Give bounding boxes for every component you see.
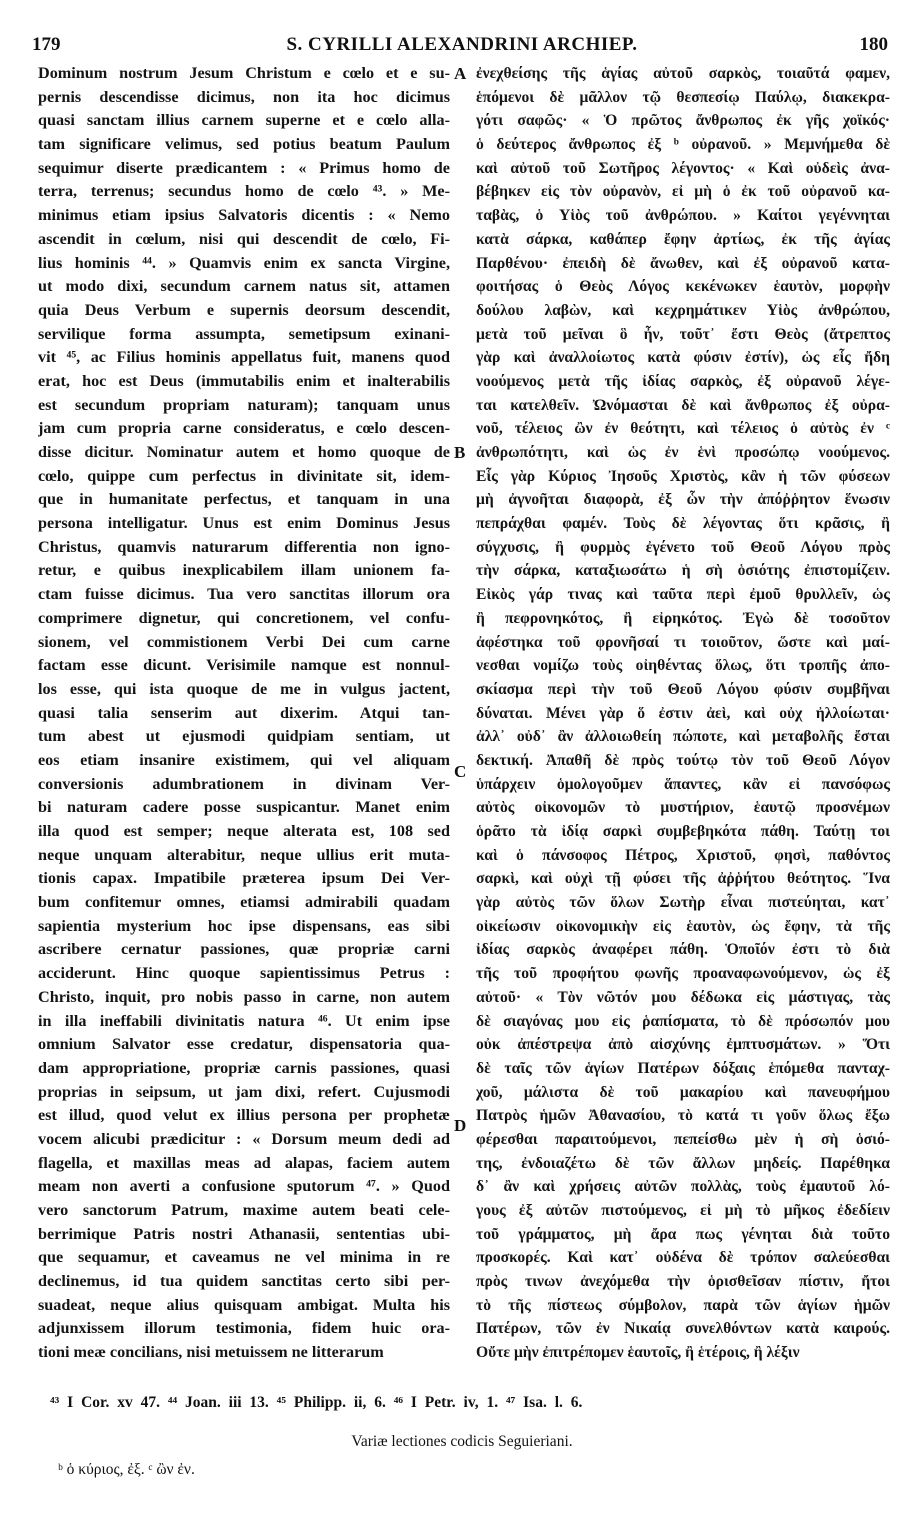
greek-text-line: δὲ ταῖς τῶν ἁγίων Πατέρων δόξαις ἑπόμεθα πανταχ-	[476, 1059, 890, 1077]
latin-text-line: que sequamur, et caveamus ne vel minima in re	[38, 1248, 450, 1267]
variae-lectiones-heading: Variæ lectiones codicis Seguieriani.	[351, 1433, 573, 1450]
latin-text-line: vero sanctorum Patrum, maxime autem beati cele-	[38, 1201, 450, 1219]
latin-text-line: comprimere dignetur, qui concretionem, vel confu-	[38, 608, 450, 627]
latin-text-line: ut modo dixi, secundum carnem natus sit, attamen	[38, 277, 450, 296]
greek-text-line: κατὰ σάρκα, καθάπερ ἔφην ἀρτίως, ἐκ τῆς ἁγίας	[476, 230, 890, 248]
greek-text-line: φέρεσθαι παραιτούμενοι, πεπείσθω μὲν ἡ σὴ ὁσιό-	[476, 1130, 890, 1148]
greek-text-line: προσκορές. Καὶ κατ᾽ οὐδένα δὲ τρόπον σαλεύεσθαι	[476, 1249, 890, 1267]
latin-text-line: illa quod est semper; neque alterata est, 108 sed	[38, 822, 450, 840]
latin-text-line: neque unquam alterabitur, neque ullius erit muta-	[38, 845, 450, 864]
greek-text-line: γότι σαφῶς· « Ὁ πρῶτος ἄνθρωπος ἐκ γῆς χοϊκός·	[476, 112, 890, 130]
greek-text-line: δύναται. Μένει γὰρ ὅ ἐστιν ἀεὶ, καὶ οὐχ ἠλλοίωται·	[476, 704, 890, 722]
latin-text-line: adjunxissem illorum testimonia, fidem huic ora-	[38, 1319, 450, 1338]
greek-text-line: φοιτήσας ὁ Θεὸς Λόγος κεκένωκεν ἑαυτὸν, μορφὴν	[476, 278, 890, 296]
latin-text-line: sequimur diserte prædicantem : « Primus homo de	[38, 158, 450, 177]
greek-text-line: δεκτική. Ἀπαθῆ δὲ πρὸς τούτῳ τὸν τοῦ Θεοῦ Λόγον	[476, 751, 890, 769]
latin-text-line: est secundum propriam naturam); tanquam unus	[38, 395, 450, 414]
margin-marker-c: C	[454, 762, 467, 781]
latin-text-line: acciderunt. Hinc quoque sapientissimus Petrus :	[38, 964, 450, 983]
greek-text-line: της, ἐνδοιαζέτω δὲ τῶν ἄλλων μηδείς. Παρέθηκα	[476, 1154, 890, 1172]
greek-text-line: Οὔτε μὴν ἐπιτρέπομεν ἑαυτοῖς, ἢ ἑτέροις, ἢ λέξιν	[476, 1344, 800, 1362]
latin-text-line: sionem, vel commistionem Verbi Dei cum carne	[38, 632, 450, 651]
greek-text-line: νοῦ, τέλειος ὢν ἐν θεότητι, καὶ τέλειος ὁ αὐτὸς ἐν ᶜ	[476, 420, 890, 438]
page-number-right: 180	[859, 34, 888, 55]
latin-text-line: jam cum propria carne consideratus, e cœlo descen-	[38, 419, 450, 438]
latin-text-line: bi naturam cadere posse suspicantur. Manet enim	[38, 798, 450, 817]
greek-text-line: χοῦ, μάλιστα δὲ τοῦ μακαρίου καὶ πανευφήμου	[476, 1083, 890, 1101]
latin-text-line: cœlo, quippe cum perfectus in divinitate sit, idem-	[38, 466, 450, 485]
variant-readings: ᵇ ὁ κύριος, ἐξ. ᶜ ὢν ἐν.	[58, 1461, 195, 1478]
greek-text-line: τὴν σάρκα, καταξιωσάτω ἡ σὴ ὁσιότης ἐπιστομίζειν.	[476, 562, 890, 580]
greek-text-line: βέβηκεν εἰς τὸν οὐρανὸν, εἰ μὴ ὁ ἐκ τοῦ οὐρανοῦ κα-	[476, 183, 890, 201]
latin-text-line: est illud, quod velut ex illius persona per prophetæ	[38, 1106, 450, 1125]
latin-text-line: que in humanitate perfectus, et tanquam in una	[38, 490, 450, 509]
latin-text-line: dam appropriatione, propriæ carnis passiones, quasi	[38, 1058, 450, 1077]
latin-text-line: tum abest ut ejusmodi quidpiam sentiam, ut	[38, 727, 450, 746]
greek-text-line: γὰρ αὐτὸς τῶν ὅλων Σωτὴρ εἶναι πιστεύηται, κατ᾽	[476, 894, 890, 912]
latin-text-line: persona intelligatur. Unus est enim Dominus Jesus	[38, 514, 450, 533]
greek-text-line: ἢ πεφρονηκότος, ἢ εἰρηκότος. Ἐγὼ δὲ τοσοῦτον	[476, 609, 890, 627]
margin-marker-d: D	[454, 1116, 467, 1135]
greek-text-line: οἰκείωσιν οἰκονομικὴν εἰς ἑαυτὸν, ὡς ἔφην, τὰ τῆς	[476, 917, 890, 935]
greek-text-line: ἀφέστηκα τοῦ φρονῆσαί τι τοιοῦτον, ὥστε καὶ μαί-	[476, 633, 890, 651]
greek-text-line: δὲ σιαγόνας μου εἰς ῥαπίσματα, τὸ δὲ πρόσωπόν μου	[476, 1012, 890, 1030]
greek-text-line: ὁ δεύτερος ἄνθρωπος ἐξ ᵇ οὐρανοῦ. » Μεμνήμεθα δὲ	[476, 136, 890, 154]
greek-text-line: καὶ ὁ πάνσοφος Πέτρος, Χριστοῦ, φησὶ, παθόντος	[476, 846, 890, 864]
latin-text-line: declinemus, id tua quidem sanctitas certo sibi per-	[38, 1272, 450, 1291]
latin-text-line: erat, hoc est Deus (immutabilis enim et inalterabilis	[38, 371, 450, 390]
greek-text-line: νεσθαι νομίζω τοὺς οἰηθέντας ὅλως, ὅτι τροπῆς ἀπο-	[476, 657, 890, 675]
latin-text-line: quia Deus Verbum e supernis deorsum descendit,	[38, 300, 450, 319]
latin-text-line: lius hominis ⁴⁴. » Quamvis enim ex sancta Virgine,	[38, 253, 450, 272]
greek-text-line: ταβὰς, ὁ Υἱὸς τοῦ ἀνθρώπου. » Καίτοι γεγέννηται	[476, 207, 890, 225]
latin-text-line: terra, terrenus; secundus homo de cœlo ⁴³. » Me-	[38, 182, 450, 201]
latin-text-line: Christo, inquit, pro nobis passo in carne, non autem	[38, 987, 450, 1006]
latin-text-line: los esse, qui ista quoque de me in vulgus jactent,	[38, 679, 450, 698]
latin-text-line: proprias in seipsum, ut jam dixi, refert. Cujusmodi	[38, 1082, 450, 1101]
greek-text-line: μὴ ἀγνοῆται διαφορὰ, ἐξ ὧν τὴν ἀπόῤῥητον ἕνωσιν	[476, 491, 890, 509]
greek-text-line: καὶ αὐτοῦ τοῦ Σωτῆρος λέγοντος· « Καὶ οὐδεὶς ἀνα-	[476, 159, 890, 177]
footnotes: ⁴³ I Cor. xv 47. ⁴⁴ Joan. iii 13. ⁴⁵ Philipp. ii, 6. ⁴⁶ I Petr. iv, 1. ⁴⁷ Isa. l. 6.	[50, 1394, 583, 1411]
latin-text-line: tionis capax. Impatibile præterea ipsum Dei Ver-	[38, 869, 450, 888]
latin-text-line: vit ⁴⁵, ac Filius hominis appellatus fuit, manens quod	[38, 348, 450, 367]
latin-text-line: servilique forma assumpta, semetipsum exinani-	[38, 324, 450, 343]
latin-text-line: in illa ineffabili divinitatis natura ⁴⁶. Ut enim ipse	[38, 1011, 450, 1030]
greek-text-line: σύγχυσις, ἢ φυρμὸς ἐγένετο τοῦ Θεοῦ Λόγου πρὸς	[476, 538, 890, 556]
latin-text-line: factam esse dicunt. Verisimile namque est nonnul-	[38, 656, 450, 675]
greek-text-line: αὐτὸς οἰκονομῶν τὸ μυστήριον, ἑαυτῷ προσνέμων	[476, 799, 890, 817]
greek-text-line: γὰρ καὶ ἀναλλοίωτος κατὰ φύσιν ἐστίν), ὡς εἷς ἤδη	[476, 349, 890, 367]
running-header	[30, 34, 894, 62]
greek-text-line: τὸ τῆς πίστεως σύμβολον, παρὰ τῶν ἁγίων ἡμῶν	[476, 1296, 890, 1314]
greek-text-line: Εἷς γὰρ Κύριος Ἰησοῦς Χριστὸς, κἂν ἡ τῶν φύσεων	[476, 467, 890, 485]
latin-text-line: ascribere cernatur passiones, quæ propriæ carni	[38, 940, 450, 959]
greek-text-line: δούλου λαβὼν, καὶ κεχρημάτικεν Υἱὸς ἀνθρώπου,	[476, 301, 890, 319]
latin-text-line: omnium Salvator esse credatur, dispensatoria qua-	[38, 1035, 450, 1054]
greek-text-line: ται κατελθεῖν. Ὠνόμασται δὲ καὶ ἄνθρωπος ἐξ οὐρα-	[476, 396, 890, 414]
latin-text-line: quasi sanctam illius carnem superne et e cœlo alla-	[38, 111, 450, 130]
greek-text-line: Εἰκὸς γάρ τινας καὶ ταῦτα περὶ ἐμοῦ θρυλλεῖν, ὡς	[476, 586, 890, 604]
latin-text-line: eos etiam insanire existimem, qui vel aliquam	[38, 750, 450, 769]
greek-text-line: νοούμενος μετὰ τῆς ἰδίας σαρκὸς, ἐξ οὐρανοῦ λέγε-	[476, 372, 890, 390]
greek-text-line: πρὸς τινων ἀνεχόμεθα τὴν ὁρισθεῖσαν πίστιν, ἤτοι	[476, 1273, 890, 1291]
greek-text-line: ὑπάρχειν ὁμολογοῦμεν ἅπαντες, κἂν εἰ πανσόφως	[476, 775, 890, 793]
latin-text-line: Dominum nostrum Jesum Christum e cœlo et e su-	[38, 64, 450, 82]
greek-text-line: ὁρᾶτο τὰ ἰδίᾳ σαρκὶ συμβεβηκότα πάθη. Ταύτῃ τοι	[476, 823, 890, 840]
greek-text-line: Πατέρων, τῶν ἐν Νικαίᾳ συνελθόντων κατὰ καιρούς.	[476, 1320, 890, 1338]
latin-text-line: ascendit in cœlum, nisi qui descendit de cœlo, Fi-	[38, 229, 450, 248]
greek-text-line: οὐκ ἀπέστρεψα ἀπὸ αἰσχύνης ἐμπτυσμάτων. » Ὅτι	[476, 1036, 890, 1054]
latin-text-line: pernis descendisse dicimus, non ita hoc dicimus	[38, 87, 450, 106]
latin-text-line: bum confitemur omnes, etiamsi admirabili quadam	[38, 893, 450, 912]
latin-text-line: quasi talia senserim aut dixerim. Atqui tan-	[38, 703, 450, 722]
greek-text-line: πεπράχθαι φαμέν. Τοὺς δὲ λέγοντας ὅτι κρᾶσις, ἢ	[476, 515, 890, 533]
latin-text-line: minimus etiam ipsius Salvatoris dicentis : « Nemo	[38, 206, 450, 225]
latin-text-line: sapientia mysterium hoc ipse dispensans, eas sibi	[38, 916, 450, 935]
latin-text-line: tam significare velimus, sed potius beatum Paulum	[38, 135, 450, 154]
greek-text-line: Πατρὸς ἡμῶν Ἀθανασίου, τὸ κατά τι γοῦν ὅλως ἔξω	[476, 1107, 890, 1125]
latin-text-line: suadeat, neque alius quisquam ambigat. Multa his	[38, 1295, 450, 1314]
greek-text-line: γους ἐξ αὐτῶν πιστούμενος, εἰ μὴ τὸ μῆκος ἐδεδίειν	[476, 1202, 890, 1219]
latin-text-line: tioni meæ concilians, nisi metuissem ne litterarum	[38, 1343, 384, 1362]
margin-marker-a: A	[454, 64, 467, 83]
greek-text-line: ἑπόμενοι δὲ μᾶλλον τῷ θεσπεσίῳ Παύλῳ, διακεκρα-	[476, 88, 890, 106]
greek-column	[476, 62, 890, 1365]
greek-text-line: σαρκὶ, καὶ οὐχὶ τῇ φύσει τῆς ἀῤῥήτου θεότητος. Ἵνα	[476, 870, 890, 888]
margin-marker-b: B	[454, 443, 466, 462]
latin-text-line: retur, e quibus inexplicabilem illam unionem fa-	[38, 561, 450, 580]
greek-text-line: μετὰ τοῦ μεῖναι ὃ ἦν, τοῦτ᾽ ἔστι Θεὸς (ἄτρεπτος	[476, 325, 890, 343]
latin-text-line: meam non averti a confusione sputorum ⁴⁷. » Quod	[38, 1177, 450, 1196]
greek-text-line: τοῦ γράμματος, μὴ ἄρα πως γένηται διὰ τοῦτο	[476, 1225, 890, 1243]
latin-text-line: Christus, quamvis naturarum differentia non igno-	[38, 537, 450, 556]
greek-text-line: σκίασμα περὶ τὴν τοῦ Θεοῦ Λόγου φύσιν συμβῆναι	[476, 680, 890, 698]
greek-text-line: αὐτοῦ· « Τὸν νῶτόν μου δέδωκα εἰς μάστιγας, τὰς	[476, 988, 890, 1006]
latin-text-line: flagella, et maxillas meas ad alapas, faciem autem	[38, 1153, 450, 1172]
greek-text-line: ἀνθρωπότητι, καὶ ὡς ἐν ἑνὶ προσώπῳ νοούμενος.	[476, 444, 890, 461]
latin-text-line: conversionis adumbrationem in divinam Ver-	[38, 774, 450, 793]
page-number-left: 179	[32, 34, 61, 55]
latin-text-line: disse dicitur. Nominatur autem et homo quoque de	[38, 443, 450, 461]
latin-text-line: berrimique Patris nostri Athanasii, sententias ubi-	[38, 1224, 450, 1243]
latin-column	[38, 62, 450, 1365]
greek-text-line: ἰδίας σαρκὸς ἀναφέρει πάθη. Ὁποῖόν ἐστι τὸ διὰ	[476, 941, 890, 959]
greek-text-line: ἀλλ᾽ οὐδ᾽ ἂν ἀλλοιωθείη πώποτε, καὶ μεταβολῆς ἔσται	[476, 728, 890, 746]
latin-text-line: vocem alicubi prædicitur : « Dorsum meum dedi ad	[38, 1129, 450, 1148]
greek-text-line: δ᾽ ἂν καὶ χρήσεις αὐτῶν πολλὰς, τοὺς ἐμαυτοῦ λό-	[476, 1178, 890, 1196]
greek-text-line: Παρθένου· ἐπειδὴ δὲ ἄνωθεν, καὶ ἐξ οὐρανοῦ κατα-	[476, 254, 890, 272]
running-title: S. CYRILLI ALEXANDRINI ARCHIEP.	[286, 34, 638, 55]
latin-text-line: ctam fuisse dicimus. Tua vero sanctitas illorum ora	[38, 585, 450, 604]
greek-text-line: τῆς τοῦ προφήτου φωνῆς προαναφωνούμενον, ὡς ἐξ	[476, 965, 890, 983]
greek-text-line: ἐνεχθείσης τῆς ἁγίας αὐτοῦ σαρκὸς, τοιαῦτά φαμεν,	[476, 65, 890, 82]
